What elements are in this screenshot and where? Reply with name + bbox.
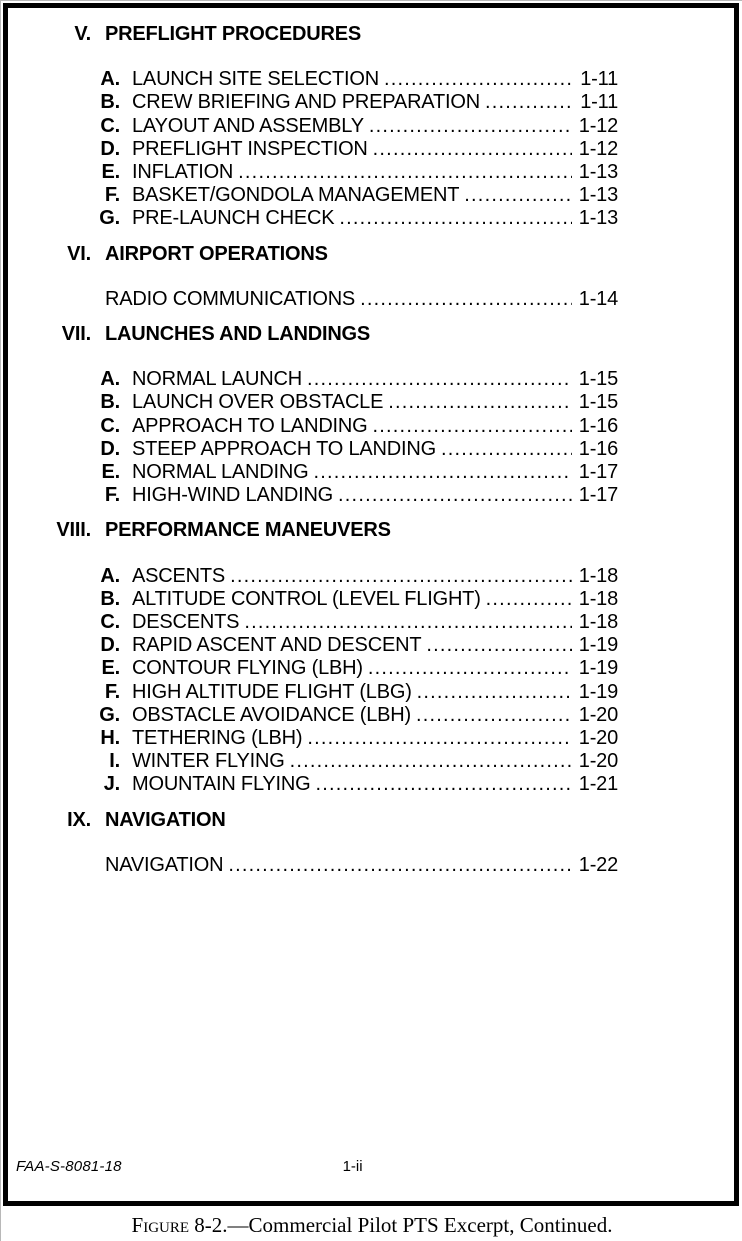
toc-entry-page: 1-18 — [578, 564, 618, 587]
toc-section-v — [8, 23, 734, 231]
toc-entry-letter: C. — [100, 611, 120, 634]
toc-entry — [105, 184, 618, 207]
toc-entry — [100, 391, 618, 414]
section-items — [8, 854, 734, 877]
toc-entry-letter: D. — [100, 137, 120, 160]
toc-entry-letter: B. — [100, 587, 120, 610]
dot-leader — [368, 657, 572, 680]
figure-caption — [1, 1213, 742, 1237]
toc-entry-letter: A. — [100, 68, 120, 91]
section-numeral: V. — [74, 23, 91, 45]
dot-leader — [244, 611, 572, 634]
toc-entry-letter: E. — [101, 161, 120, 184]
toc-entry-letter: G. — [99, 703, 120, 726]
toc-entry-letter: I. — [109, 750, 120, 773]
section-header — [8, 243, 734, 266]
dot-leader — [416, 704, 572, 727]
toc-entry-label: LAYOUT AND ASSEMBLY — [132, 114, 364, 137]
toc-entry-label: APPROACH TO LANDING — [132, 414, 368, 437]
toc-entry-label: BASKET/GONDOLA MANAGEMENT — [132, 184, 460, 207]
toc-section-vii — [8, 323, 734, 507]
toc-entry — [101, 161, 618, 184]
section-header — [8, 323, 734, 346]
dot-leader — [388, 391, 572, 414]
toc-entry-letter: J. — [103, 773, 120, 796]
toc-entry-page: 1-21 — [578, 773, 618, 796]
folio-page-number: 1-ii — [342, 1158, 363, 1175]
toc-entry-label: HIGH ALTITUDE FLIGHT (LBG) — [132, 680, 412, 703]
toc-entry-letter: A. — [100, 564, 120, 587]
section-header — [8, 519, 734, 542]
toc-entry — [105, 484, 618, 507]
toc-entry-label: TETHERING (LBH) — [132, 727, 303, 750]
toc-entry-letter: G. — [99, 207, 120, 230]
dot-leader — [464, 184, 572, 207]
toc-entry-page: 1-12 — [578, 114, 618, 137]
toc-entry — [105, 750, 618, 773]
toc-section-viii — [8, 519, 734, 796]
toc-entry — [105, 773, 618, 796]
toc-entry — [101, 657, 618, 680]
figure-caption-text: —Commercial Pilot PTS Excerpt, Continued. — [227, 1213, 613, 1237]
toc-entry-page: 1-13 — [578, 207, 618, 230]
toc-entry-label: CONTOUR FLYING (LBH) — [132, 657, 363, 680]
toc-entry — [105, 288, 618, 311]
toc-entry-label: DESCENTS — [132, 611, 240, 634]
toc-entry — [100, 611, 618, 634]
toc-entry-label: LAUNCH SITE SELECTION — [132, 68, 379, 91]
toc-entry-letter: H. — [100, 727, 120, 750]
dot-leader — [314, 461, 573, 484]
dot-leader — [290, 750, 572, 773]
toc-entry-letter: C. — [100, 114, 120, 137]
toc-entry-page: 1-19 — [578, 634, 618, 657]
section-header — [8, 23, 734, 46]
toc-entry-label: INFLATION — [132, 161, 234, 184]
toc-entry-page: 1-13 — [578, 161, 618, 184]
toc-entry-label: NAVIGATION — [105, 853, 224, 876]
toc-entry-page: 1-16 — [578, 437, 618, 460]
toc-entry — [100, 564, 618, 588]
toc-entry-letter: C. — [100, 414, 120, 437]
section-items — [8, 565, 734, 797]
toc-entry-label: LAUNCH OVER OBSTACLE — [132, 391, 384, 414]
toc-section-ix — [8, 809, 734, 877]
toc-entry-letter: A. — [100, 368, 120, 391]
toc-entry-page: 1-19 — [578, 680, 618, 703]
toc-entry-letter: E. — [101, 657, 120, 680]
dot-leader — [441, 438, 572, 461]
toc-entry — [100, 437, 618, 461]
section-title: NAVIGATION — [105, 808, 226, 831]
toc-entry — [100, 137, 618, 161]
toc-entry — [100, 368, 618, 391]
dot-leader — [417, 681, 572, 704]
dot-leader — [339, 207, 572, 230]
section-title: AIRPORT OPERATIONS — [105, 242, 328, 265]
toc-entry-page: 1-16 — [578, 414, 618, 437]
dot-leader — [360, 288, 572, 311]
section-numeral: VII. — [61, 323, 91, 346]
section-items — [8, 288, 734, 311]
page-frame — [3, 3, 739, 1206]
dot-leader — [373, 138, 572, 161]
toc-entry-letter: D. — [100, 437, 120, 460]
toc-entry-label: ALTITUDE CONTROL (LEVEL FLIGHT) — [132, 587, 481, 610]
dot-leader — [228, 854, 572, 877]
toc-entry-letter: D. — [100, 634, 120, 657]
toc-entry — [99, 207, 618, 230]
toc-entry-page: 1-20 — [578, 750, 618, 773]
section-title: PREFLIGHT PROCEDURES — [105, 23, 362, 45]
toc-entry-label: NORMAL LANDING — [132, 461, 309, 484]
toc-entry — [100, 68, 618, 91]
toc-entry-letter: E. — [101, 461, 120, 484]
toc-entry — [100, 114, 618, 138]
section-numeral: IX. — [67, 808, 91, 831]
toc-entry-letter: F. — [104, 184, 120, 207]
dot-leader — [426, 634, 572, 657]
toc-entry-label: OBSTACLE AVOIDANCE (LBH) — [132, 703, 411, 726]
toc-entry — [100, 634, 618, 657]
dot-leader — [238, 161, 572, 184]
toc-entry-letter: F. — [104, 484, 120, 507]
dot-leader — [338, 484, 572, 507]
toc-entry-page: 1-22 — [578, 853, 618, 876]
toc-entry-label: MOUNTAIN FLYING — [132, 773, 311, 796]
figure-caption-label: Figure 8-2. — [131, 1213, 228, 1237]
toc-entry-page: 1-11 — [580, 68, 618, 91]
dot-leader — [307, 727, 572, 750]
toc-entry — [100, 727, 618, 750]
dot-leader — [486, 588, 572, 611]
section-items — [8, 68, 734, 230]
toc-entry-page: 1-12 — [578, 137, 618, 160]
toc-entry-page: 1-15 — [578, 368, 618, 391]
dot-leader — [316, 773, 573, 796]
dot-leader — [373, 415, 572, 438]
toc-entry-letter: B. — [100, 391, 120, 414]
section-title: LAUNCHES AND LANDINGS — [105, 323, 371, 346]
toc-entry-page: 1-17 — [578, 484, 618, 507]
toc-entry-label: NORMAL LAUNCH — [132, 368, 303, 391]
toc-entry — [100, 587, 618, 611]
toc-entry-page: 1-20 — [578, 703, 618, 726]
toc-entry-label: PREFLIGHT INSPECTION — [132, 137, 368, 160]
page-footer — [16, 1158, 726, 1176]
toc-entry — [99, 703, 618, 727]
toc-entry — [105, 854, 618, 877]
toc-section-vi — [8, 243, 734, 311]
section-title: PERFORMANCE MANEUVERS — [105, 519, 391, 542]
toc-entry — [100, 414, 618, 438]
toc-entry-label: ASCENTS — [132, 564, 226, 587]
toc-entry-label: HIGH-WIND LANDING — [132, 484, 334, 507]
dot-leader — [485, 91, 572, 114]
toc-entry — [100, 91, 618, 114]
dot-leader — [384, 68, 572, 91]
dot-leader — [369, 115, 572, 138]
toc-entry-page: 1-18 — [578, 587, 618, 610]
toc-entry-letter: B. — [100, 91, 120, 114]
toc-entry-page: 1-17 — [578, 461, 618, 484]
toc-entry-page: 1-20 — [578, 727, 618, 750]
toc-entry — [101, 461, 618, 484]
toc-entry-page: 1-15 — [578, 391, 618, 414]
section-header — [8, 809, 734, 832]
section-numeral: VI. — [67, 242, 91, 265]
dot-leader — [230, 565, 572, 588]
toc-entry-label: RAPID ASCENT AND DESCENT — [132, 634, 422, 657]
section-items — [8, 368, 734, 507]
toc-entry-letter: F. — [104, 680, 120, 703]
toc-entry-page: 1-19 — [578, 657, 618, 680]
toc-entry-label: CREW BRIEFING AND PREPARATION — [132, 91, 480, 114]
toc-entry-label: STEEP APPROACH TO LANDING — [132, 437, 436, 460]
dot-leader — [307, 368, 572, 391]
toc-entry-label: PRE-LAUNCH CHECK — [132, 207, 335, 230]
toc-entry-page: 1-13 — [578, 184, 618, 207]
toc-entry-page: 1-11 — [580, 91, 618, 114]
section-numeral: VIII. — [56, 519, 91, 542]
toc-entry-page: 1-18 — [578, 611, 618, 634]
toc-entry — [105, 681, 618, 704]
document-id: FAA-S-8081-18 — [16, 1158, 122, 1175]
toc-entry-page: 1-14 — [578, 287, 618, 310]
toc-entry-label: RADIO COMMUNICATIONS — [105, 287, 356, 310]
toc-entry-label: WINTER FLYING — [132, 750, 285, 773]
table-of-contents — [8, 8, 734, 877]
